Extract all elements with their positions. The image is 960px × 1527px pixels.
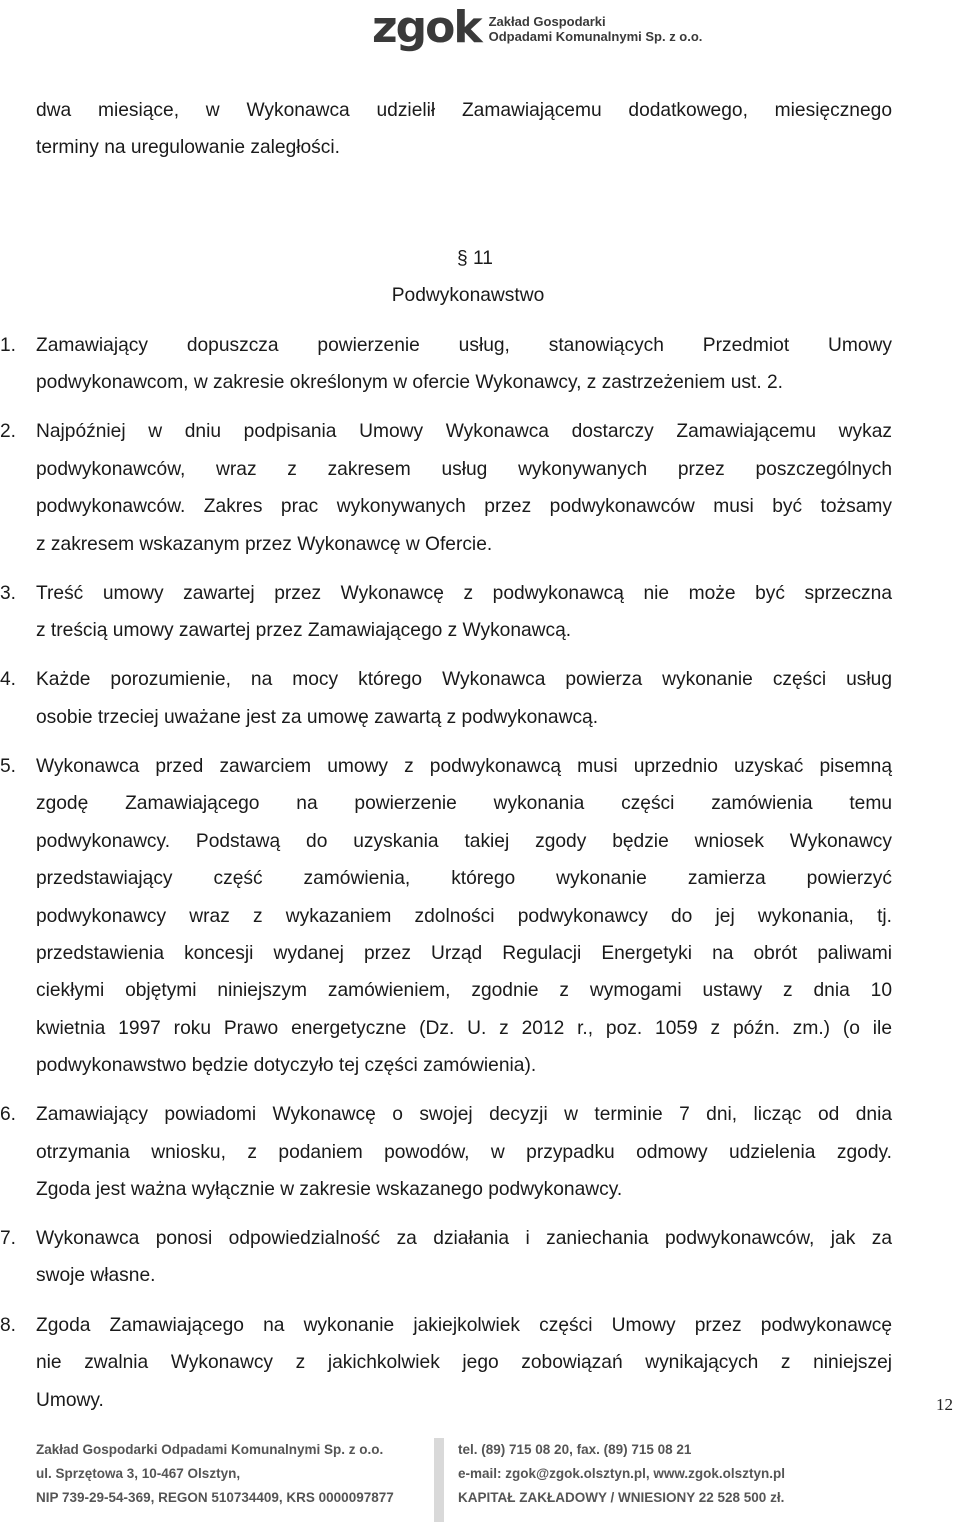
item-line: Zgoda jest ważna wyłącznie w zakresie wskazanego podwykonawcy.	[36, 1179, 623, 1200]
item-number: 5.	[0, 756, 17, 777]
item-line: ciekłymi objętymi niniejszym zamówieniem, zgodnie z wymogami ustawy z dnia 10	[36, 980, 892, 1001]
footer-line: NIP 739-29-54-369, REGON 510734409, KRS 0000097877	[36, 1490, 394, 1505]
item-line: nie zwalnia Wykonawcy z jakichkolwiek jego zobowiązań wynikających z niniejszej	[36, 1352, 892, 1373]
footer-contact-info	[458, 1438, 785, 1510]
item-line: podwykonawców, wraz z zakresem usług wykonywanych przez poszczególnych	[36, 459, 892, 480]
footer-divider	[434, 1438, 444, 1522]
item-line: Wykonawca ponosi odpowiedzialność za działania i zaniechania podwykonawców, jak za	[36, 1228, 892, 1249]
item-number: 7.	[0, 1228, 17, 1249]
logo-mark	[372, 2, 481, 53]
item-line: swoje własne.	[36, 1265, 156, 1286]
item-line: otrzymania wniosku, z podaniem powodów, w przypadku odmowy udzielenia zgody.	[36, 1142, 892, 1163]
item-line: przedstawiający część zamówienia, którego wykonanie zamierza powierzyć	[36, 868, 892, 889]
item-line: Każde porozumienie, na mocy którego Wykonawca powierza wykonanie części usług	[36, 669, 892, 690]
item-line: kwietnia 1997 roku Prawo energetyczne (Dz. U. z 2012 r., poz. 1059 z późn. zm.) (o ile	[36, 1018, 892, 1039]
item-line: Wykonawca przed zawarciem umowy z podwykonawcą musi uprzednio uzyskać pisemną	[36, 756, 892, 777]
item-line: Treść umowy zawartej przez Wykonawcę z podwykonawcą nie może być sprzeczna	[36, 583, 892, 604]
item-line: podwykonawstwo będzie dotyczyło tej części zamówienia).	[36, 1055, 537, 1076]
footer-line: tel. (89) 715 08 20, fax. (89) 715 08 21	[458, 1442, 692, 1457]
item-number: 2.	[0, 421, 17, 442]
footer-company-info	[36, 1438, 394, 1510]
item-number: 1.	[0, 335, 17, 356]
item-line: przedstawienia koncesji wydanej przez Urząd Regulacji Energetyki na obrót paliwami	[36, 943, 892, 964]
section-number: § 11	[457, 248, 493, 269]
item-line: z treścią umowy zawartej przez Zamawiającego z Wykonawcą.	[36, 620, 572, 641]
item-line: podwykonawcom, w zakresie określonym w ofercie Wykonawcy, z zastrzeżeniem ust. 2.	[36, 372, 783, 393]
item-line: Zamawiający powiadomi Wykonawcę o swojej decyzji w terminie 7 dni, licząc od dnia	[36, 1104, 892, 1125]
section-title: Podwykonawstwo	[391, 285, 545, 306]
logo-company-line-1: Zakład Gospodarki	[488, 14, 606, 29]
item-line: Zgoda Zamawiającego na wykonanie jakiejkolwiek części Umowy przez podwykonawcę	[36, 1315, 892, 1336]
logo-company-line-2: Odpadami Komunalnymi Sp. z o.o.	[488, 29, 703, 44]
item-line: Zamawiający dopuszcza powierzenie usług, stanowiących Przedmiot Umowy	[36, 335, 892, 356]
page-footer	[36, 1438, 960, 1522]
item-line: podwykonawcy wraz z wykazaniem zdolności podwykonawcy do jej wykonania, tj.	[36, 906, 892, 927]
footer-line: Zakład Gospodarki Odpadami Komunalnymi Sp. z o.o.	[36, 1442, 384, 1457]
logo-wordmark: zgok	[372, 2, 481, 53]
item-number: 6.	[0, 1104, 17, 1125]
item-number: 3.	[0, 583, 17, 604]
logo-company-name	[489, 14, 703, 48]
company-logo	[372, 2, 703, 53]
footer-line: e-mail: zgok@zgok.olsztyn.pl, www.zgok.olsztyn.pl	[458, 1466, 785, 1481]
item-line: osobie trzeciej uważane jest za umowę zawartą z podwykonawcą.	[36, 707, 599, 728]
footer-line: KAPITAŁ ZAKŁADOWY / WNIESIONY 22 528 500 zł.	[458, 1490, 785, 1505]
item-line: podwykonawców. Zakres prac wykonywanych przez podwykonawców musi być tożsamy	[36, 496, 892, 517]
item-line: Umowy.	[36, 1390, 104, 1411]
item-line: z zakresem wskazanym przez Wykonawcę w Ofercie.	[36, 534, 493, 555]
intro-line: terminy na uregulowanie zaległości.	[36, 137, 340, 158]
intro-line: dwa miesiące, w Wykonawca udzielił Zamawiającemu dodatkowego, miesięcznego	[36, 100, 892, 121]
item-number: 4.	[0, 669, 17, 690]
item-line: Najpóźniej w dniu podpisania Umowy Wykonawca dostarczy Zamawiającemu wykaz	[36, 421, 892, 442]
item-line: podwykonawcy. Podstawą do uzyskania takiej zgody będzie wniosek Wykonawcy	[36, 831, 892, 852]
item-number: 8.	[0, 1315, 17, 1336]
page-number: 12	[936, 1395, 953, 1414]
footer-line: ul. Sprzętowa 3, 10-467 Olsztyn,	[36, 1466, 241, 1481]
item-line: zgodę Zamawiającego na powierzenie wykonania części zamówienia temu	[36, 793, 892, 814]
